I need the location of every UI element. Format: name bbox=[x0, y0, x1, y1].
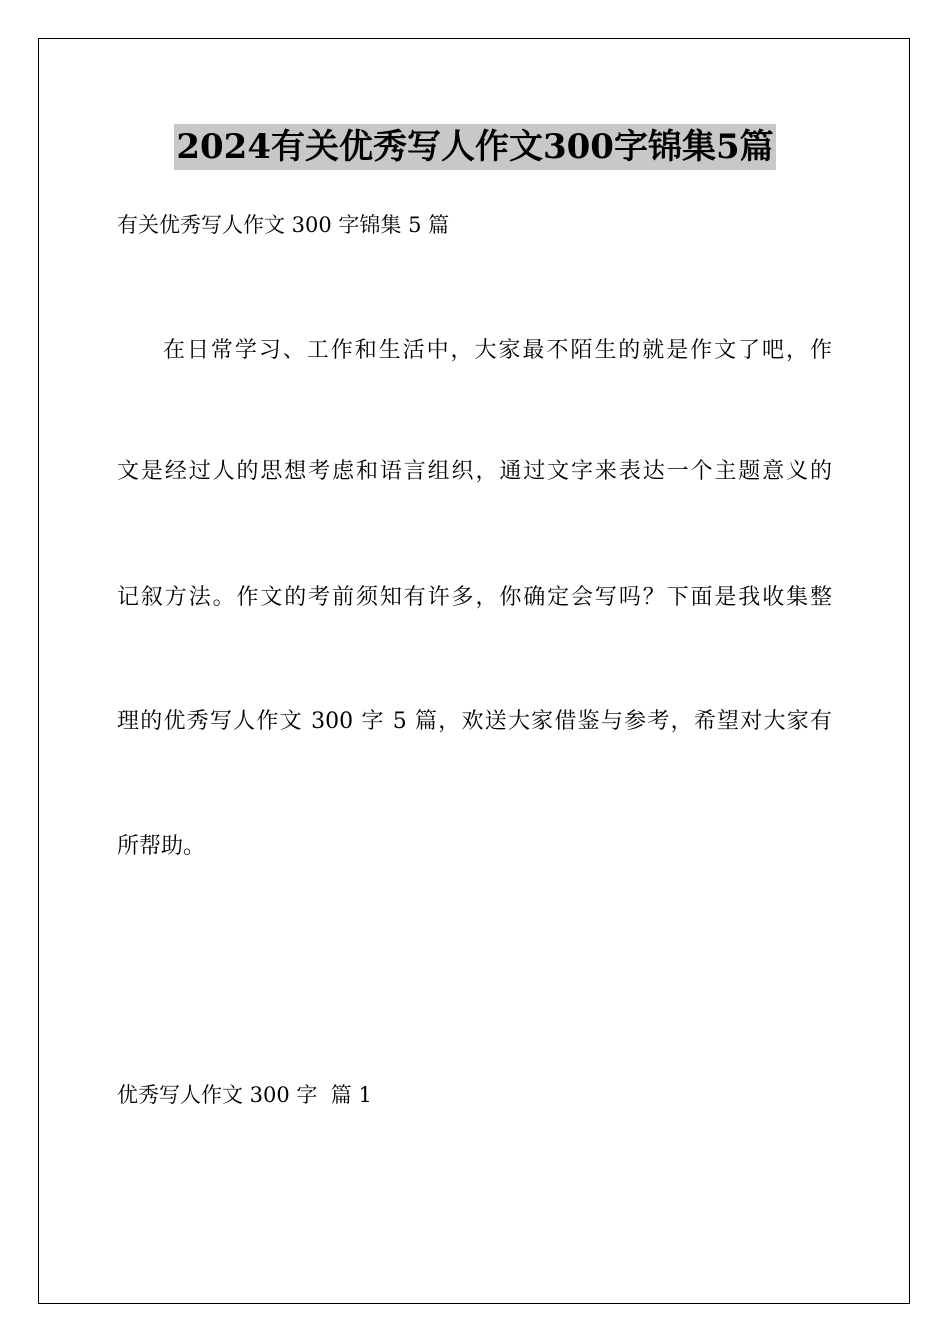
section-heading: 优秀写人作文 300 字 篇 1 bbox=[117, 1083, 372, 1107]
title-container bbox=[0, 124, 950, 170]
intro-paragraph-line: 所帮助。 bbox=[117, 834, 206, 859]
intro-paragraph-line: 在日常学习、工作和生活中，大家最不陌生的就是作文了吧，作 bbox=[163, 338, 832, 363]
intro-paragraph-line: 文是经过人的思想考虑和语言组织，通过文字来表达一个主题意义的 bbox=[117, 459, 832, 484]
intro-paragraph-line: 记叙方法。作文的考前须知有许多，你确定会写吗？下面是我收集整 bbox=[117, 585, 832, 610]
intro-paragraph-line: 理的优秀写人作文 300 字 5 篇，欢送大家借鉴与参考，希望对大家有 bbox=[117, 709, 832, 734]
document-title: 2024有关优秀写人作文300字锦集5篇 bbox=[174, 124, 775, 170]
document-subtitle: 有关优秀写人作文 300 字锦集 5 篇 bbox=[117, 213, 450, 237]
